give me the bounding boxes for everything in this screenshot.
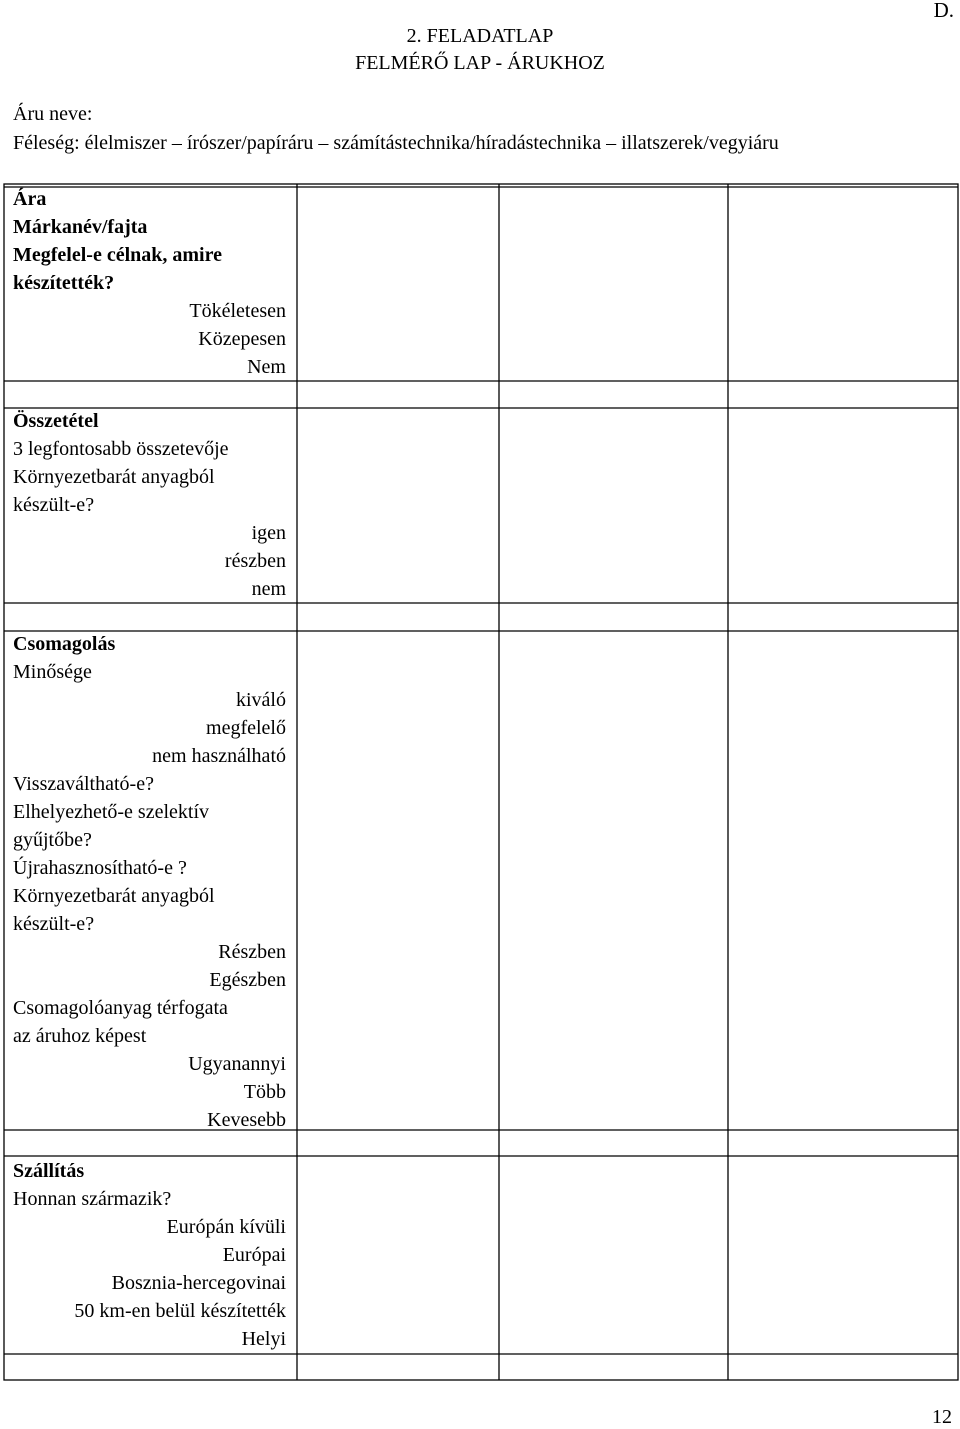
product-name-label: Áru neve: bbox=[13, 103, 93, 125]
transport-origin-question: Honnan származik? bbox=[13, 1188, 172, 1210]
price-label: Ára bbox=[13, 188, 47, 210]
volume-option-same: Ugyanannyi bbox=[188, 1053, 286, 1075]
quality-option-excellent: kiváló bbox=[236, 689, 286, 711]
origin-option-european: Európai bbox=[222, 1244, 286, 1266]
origin-option-outside-europe: Európán kívüli bbox=[166, 1216, 286, 1238]
packaging-selective-line2: gyűjtőbe? bbox=[13, 829, 92, 851]
composition-option-no: nem bbox=[251, 578, 286, 600]
product-type-line: Féleség: élelmiszer – írószer/papíráru – számítástechnika/híradástechnika – illatszerek/vegyiáru bbox=[13, 132, 779, 154]
composition-option-partly: részben bbox=[224, 550, 286, 572]
fit-question-line2: készítették? bbox=[13, 272, 115, 294]
packaging-eco-line2: készült-e? bbox=[13, 913, 95, 935]
packaging-selective-line1: Elhelyezhető-e szelektív bbox=[13, 801, 210, 823]
row-packaging bbox=[13, 630, 286, 1134]
composition-eco-line2: készült-e? bbox=[13, 494, 95, 516]
composition-heading: Összetétel bbox=[13, 410, 99, 432]
fit-option-no: Nem bbox=[247, 356, 286, 378]
fit-option-perfect: Tökéletesen bbox=[189, 300, 286, 322]
row-transport bbox=[13, 1157, 286, 1353]
row-price-brand-fit bbox=[13, 185, 286, 381]
packaging-volume-line2: az áruhoz képest bbox=[13, 1025, 147, 1047]
brand-label: Márkanév/fajta bbox=[13, 216, 148, 238]
fit-question-line1: Megfelel-e célnak, amire bbox=[13, 244, 222, 266]
corner-label: D. bbox=[933, 0, 954, 22]
eco-option-partly: Részben bbox=[218, 941, 286, 963]
volume-option-more: Több bbox=[243, 1081, 286, 1103]
quality-option-unusable: nem használható bbox=[152, 745, 286, 767]
origin-option-local: Helyi bbox=[241, 1328, 286, 1350]
quality-option-adequate: megfelelő bbox=[206, 717, 286, 739]
composition-eco-line1: Környezetbarát anyagból bbox=[13, 466, 215, 488]
page-number: 12 bbox=[932, 1406, 952, 1428]
origin-option-50km: 50 km-en belül készítették bbox=[74, 1300, 286, 1322]
packaging-recyclable: Újrahasznosítható-e ? bbox=[13, 857, 187, 879]
composition-option-yes: igen bbox=[251, 522, 286, 544]
origin-option-bih: Bosznia-hercegovinai bbox=[111, 1272, 286, 1294]
fit-option-medium: Közepesen bbox=[198, 328, 286, 350]
form-subtitle: FELMÉRŐ LAP - ÁRUKHOZ bbox=[355, 52, 605, 74]
transport-heading: Szállítás bbox=[13, 1160, 85, 1182]
worksheet-number: 2. bbox=[406, 25, 422, 47]
packaging-quality: Minősége bbox=[13, 661, 92, 683]
worksheet-title: FELADATLAP bbox=[426, 25, 554, 47]
worksheet-number-title bbox=[0, 26, 960, 46]
packaging-volume-line1: Csomagolóanyag térfogata bbox=[13, 997, 228, 1019]
eco-option-fully: Egészben bbox=[209, 969, 286, 991]
packaging-heading: Csomagolás bbox=[13, 633, 116, 655]
packaging-returnable: Visszaváltható-e? bbox=[13, 773, 154, 795]
packaging-eco-line1: Környezetbarát anyagból bbox=[13, 885, 215, 907]
volume-option-less: Kevesebb bbox=[207, 1109, 286, 1131]
row-composition bbox=[13, 407, 286, 603]
composition-top3: 3 legfontosabb összetevője bbox=[13, 438, 229, 460]
